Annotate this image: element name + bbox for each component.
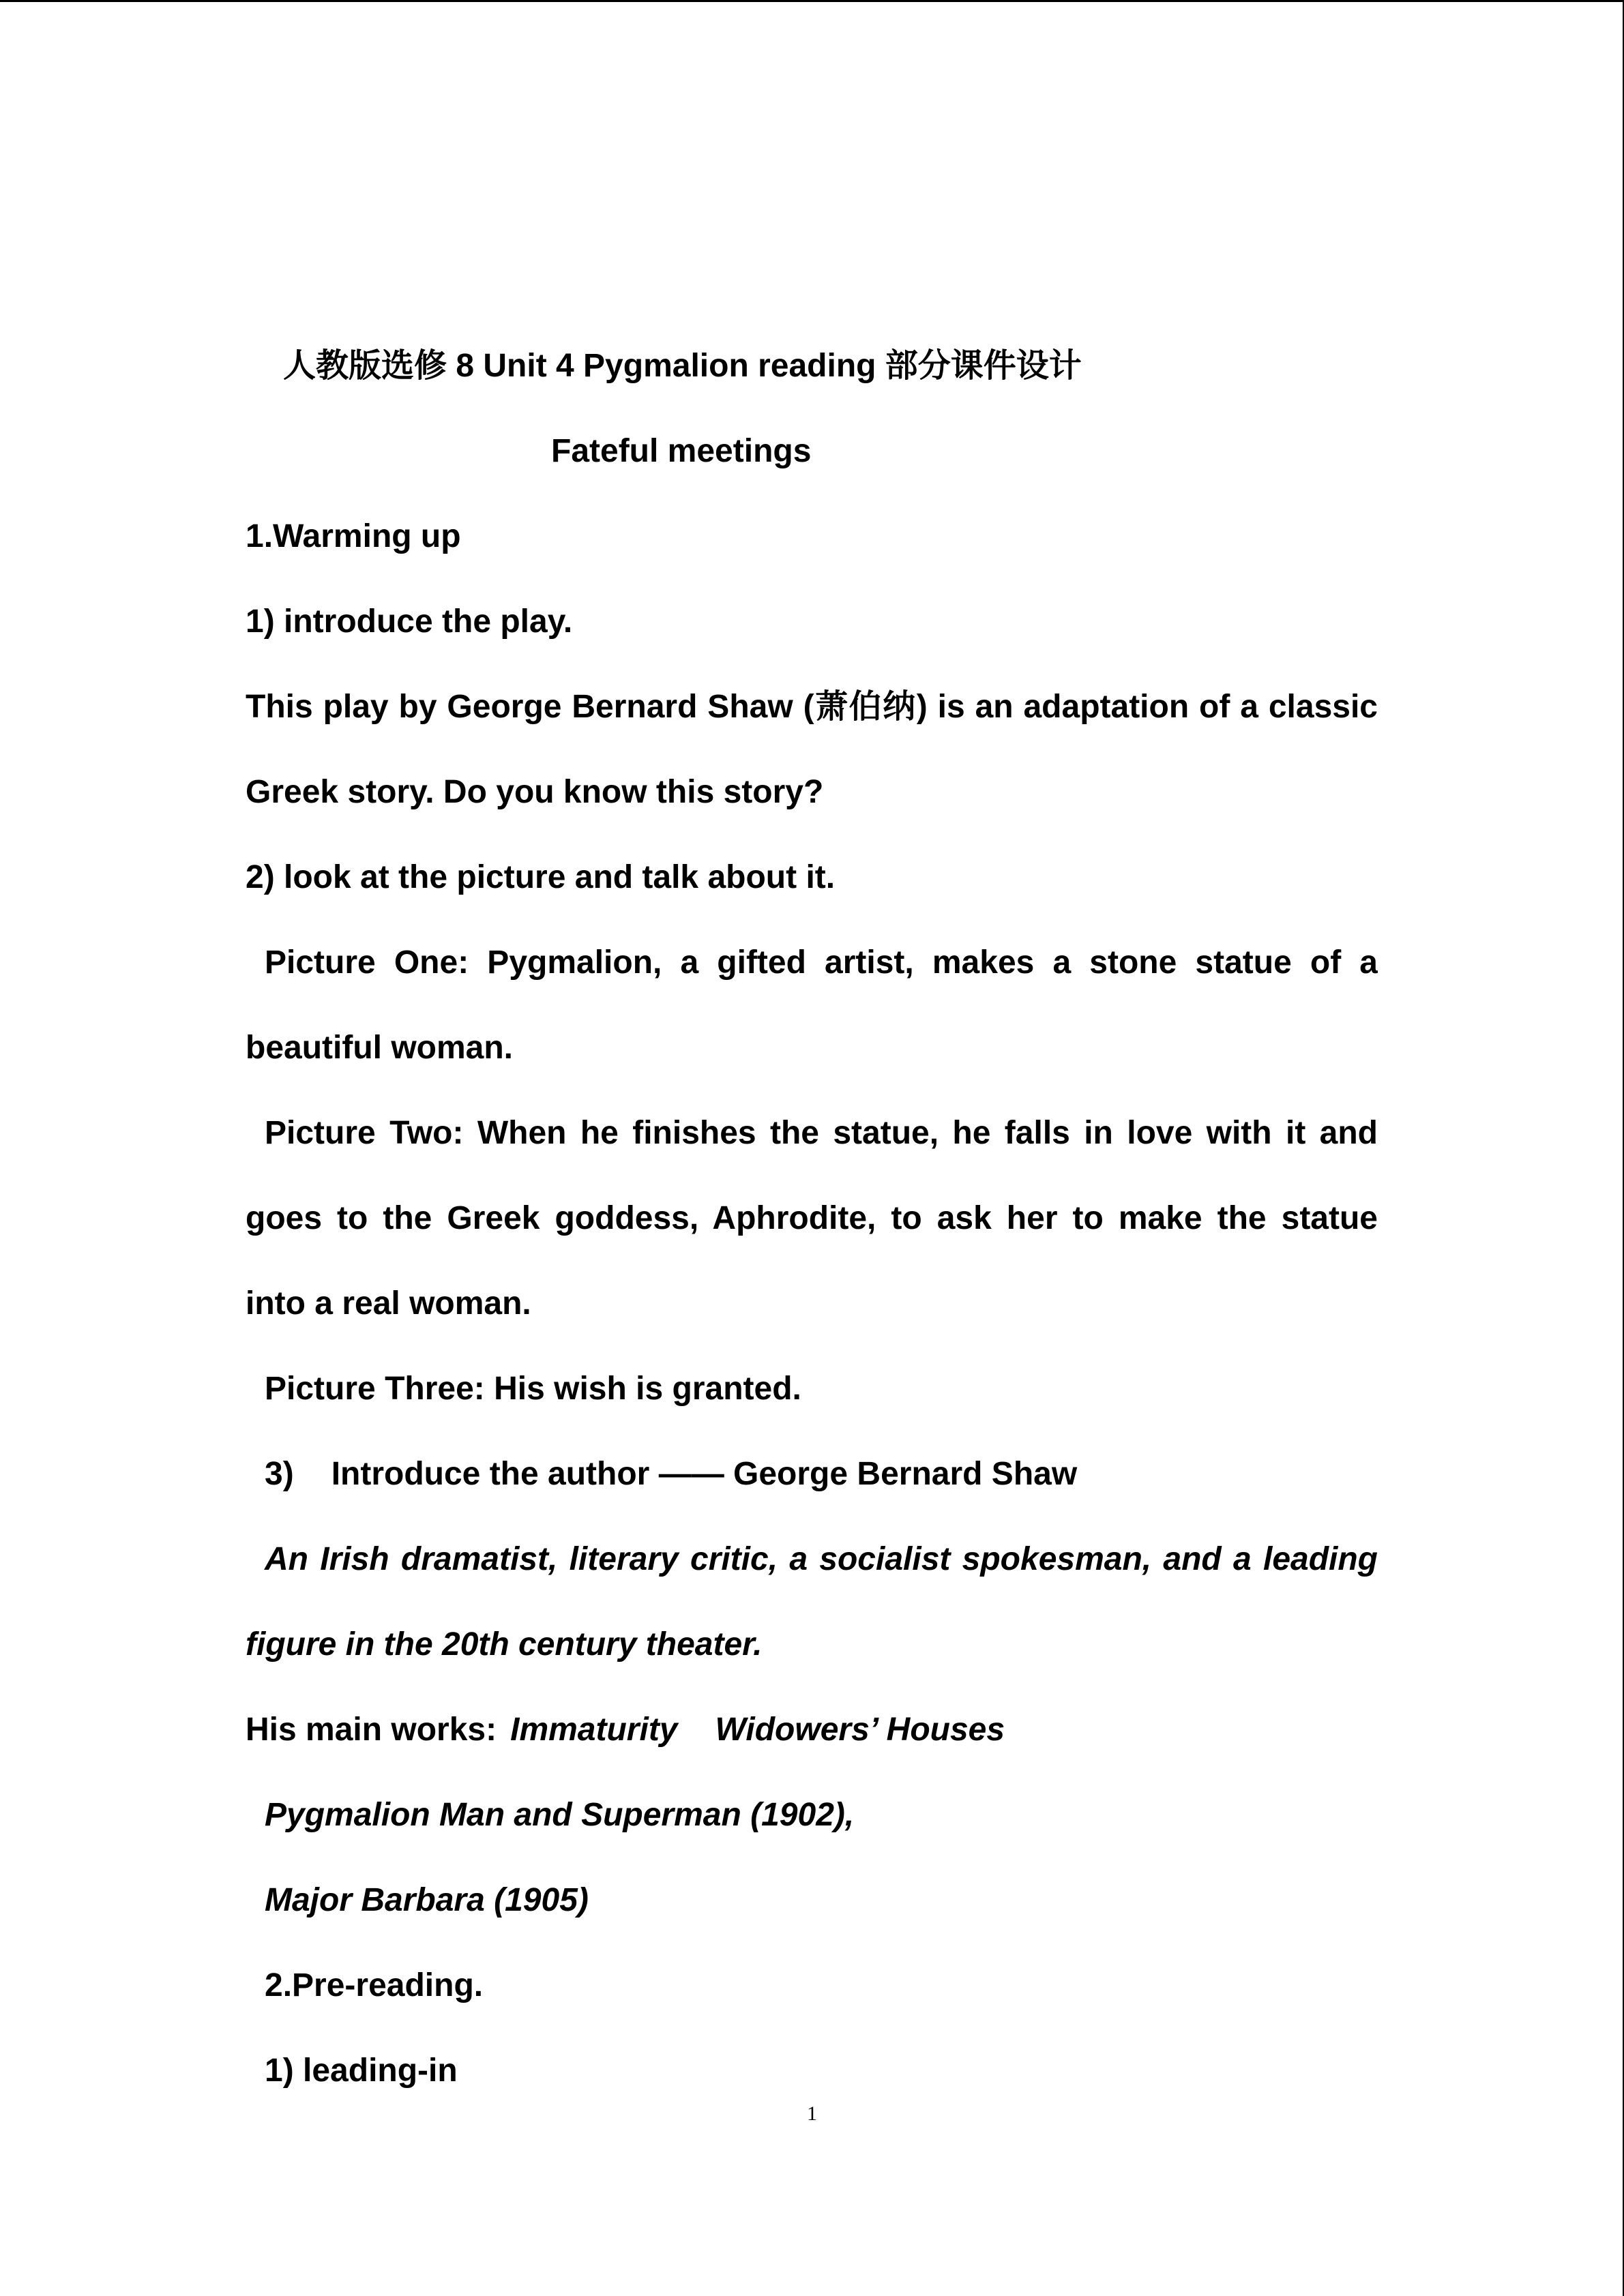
section-pre-reading: 2.Pre-reading. [265,1967,484,2003]
document-body [246,338,1378,2128]
document-subtitle: Fateful meetings [551,433,812,469]
author-description-line-2: figure in the 20th century theater. [246,1626,763,1663]
main-works-line-3: Major Barbara (1905) [265,1882,589,1918]
picture-two-line-3: into a real woman. [246,1285,531,1322]
author-description-line-1: An Irish dramatist, literary critic, a socialist spokesman, and a leading [265,1541,1378,1577]
step-introduce-author [246,1446,1378,1531]
main-works-line-2: Pygmalion Man and Superman (1902), [265,1797,855,1833]
step-leading-in: 1) leading-in [265,2053,458,2089]
section-warming-up: 1.Warming up [246,518,461,554]
picture-three-line: Picture Three: His wish is granted. [265,1371,801,1407]
page-number: 1 [807,2102,817,2125]
work-immaturity: Immaturity [510,1712,678,1748]
document-title: 人教版选修 8 Unit 4 Pygmalion reading 部分课件设计 [283,348,1082,384]
picture-one-line-2: beautiful woman. [246,1030,514,1066]
step-look-at-picture: 2) look at the picture and talk about it. [246,859,836,895]
work-widowers-houses: Widowers’ Houses [715,1712,1005,1748]
picture-two-line-2: goes to the Greek goddess, Aphrodite, to ask her to make the statue [246,1200,1378,1236]
main-works-label: His main works: [246,1712,497,1748]
play-intro-line-1: This play by George Bernard Shaw (萧伯纳) is an adaptation of a classic [246,689,1378,725]
top-border [0,0,1624,2]
step-number: 3) [265,1456,294,1492]
play-intro-line-2: Greek story. Do you know this story? [246,774,824,810]
step-introduce-author-text: Introduce the author —— George Bernard Shaw [331,1456,1078,1492]
main-works-line-1 [246,1701,1378,1787]
picture-one-line-1: Picture One: Pygmalion, a gifted artist, makes a stone statue of a [265,944,1378,981]
picture-two-line-1: Picture Two: When he finishes the statue, he falls in love with it and [265,1115,1378,1151]
step-introduce-play: 1) introduce the play. [246,603,573,640]
